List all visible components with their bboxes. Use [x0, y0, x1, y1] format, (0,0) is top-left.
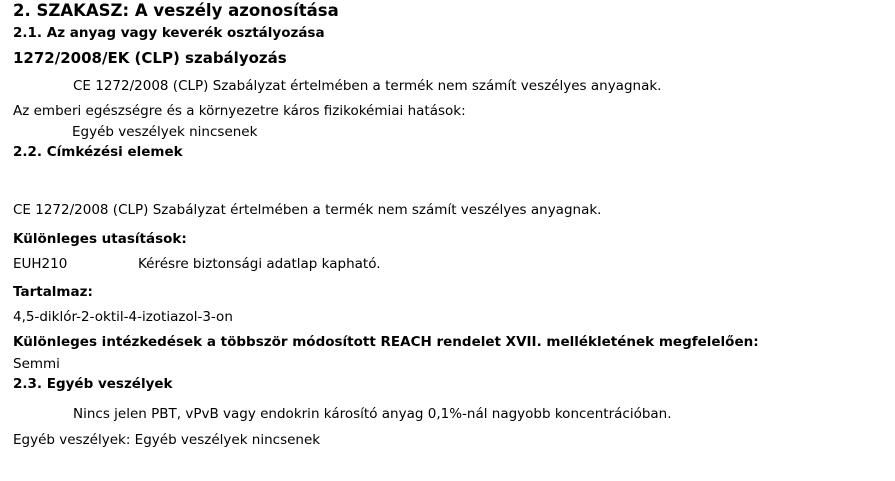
contains-substance: 4,5-diklór-2-oktil-4-izotiazol-3-on — [13, 309, 233, 325]
reach-restrictions-value: Semmi — [13, 356, 60, 372]
subsection-2-3-title: 2.3. Egyéb veszélyek — [13, 376, 173, 392]
pbt-vpvb-statement: Nincs jelen PBT, vPvB vagy endokrin károsító anyag 0,1%-nál nagyobb koncentrációban. — [73, 406, 672, 422]
clp-regulation-heading: 1272/2008/EK (CLP) szabályozás — [13, 49, 287, 67]
other-hazards-line: Egyéb veszélyek: Egyéb veszélyek nincsenek — [13, 432, 321, 448]
subsection-2-2-title: 2.2. Címkézési elemek — [13, 144, 183, 160]
subsection-2-1-title: 2.1. Az anyag vagy keverék osztályozása — [13, 25, 325, 41]
special-instructions-heading: Különleges utasítások: — [13, 231, 187, 247]
euh-code: EUH210 — [13, 256, 68, 272]
labelling-clp-statement: CE 1272/2008 (CLP) Szabályzat értelmében a termék nem számít veszélyes anyagnak. — [13, 202, 602, 218]
physicochemical-effects-value: Egyéb veszélyek nincsenek — [72, 124, 258, 140]
section2-title: 2. SZAKASZ: A veszély azonosítása — [13, 1, 339, 20]
clp-classification-statement: CE 1272/2008 (CLP) Szabályzat értelmében a termék nem számít veszélyes anyagnak. — [73, 78, 662, 94]
reach-restrictions-heading: Különleges intézkedések a többször módosított REACH rendelet XVII. mellékletének megfelelően: — [13, 334, 759, 350]
contains-heading: Tartalmaz: — [13, 284, 93, 300]
physicochemical-effects-label: Az emberi egészségre és a környezetre káros fizikokémiai hatások: — [13, 103, 466, 119]
euh-statement: Kérésre biztonsági adatlap kapható. — [138, 256, 381, 272]
